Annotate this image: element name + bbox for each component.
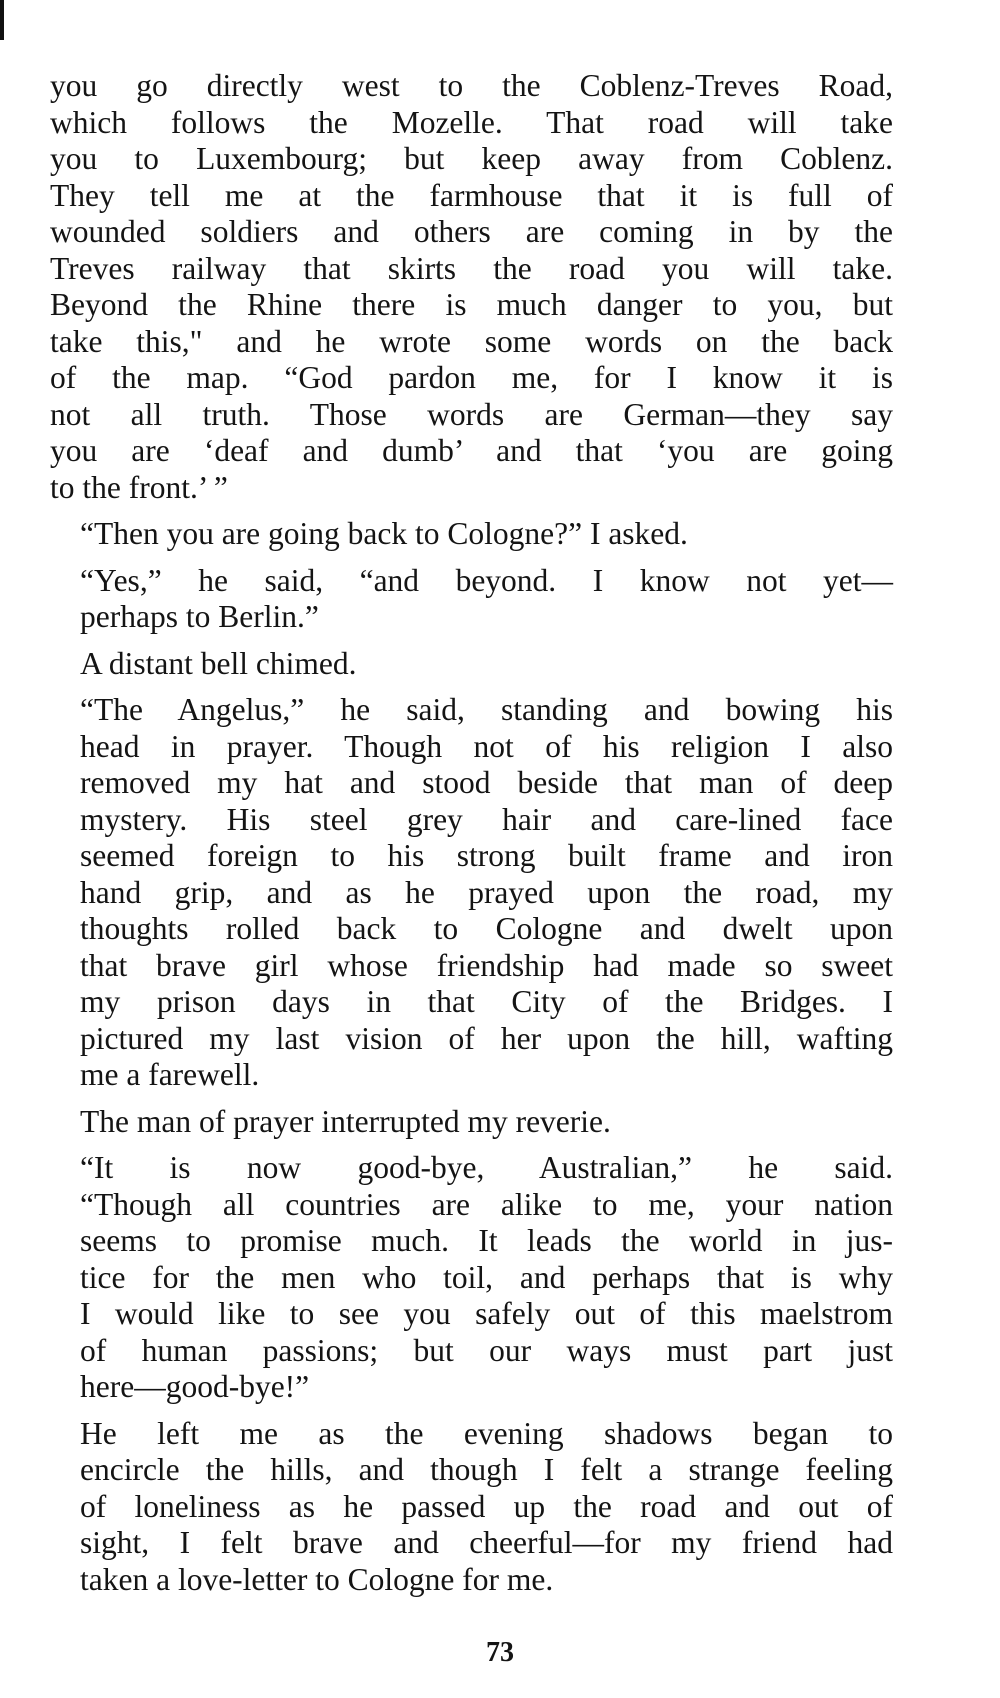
- text-line: wounded soldiers and others are coming in by the: [50, 214, 893, 249]
- text-line: encircle the hills, and though I felt a strange feeling: [80, 1452, 893, 1487]
- text-line: sight, I felt brave and cheerful—for my friend had: [80, 1525, 893, 1560]
- paragraph: [50, 1416, 893, 1599]
- paragraph: [50, 68, 893, 506]
- text-line: of the map. “God pardon me, for I know it is: [50, 360, 893, 395]
- paragraph: [50, 1104, 893, 1141]
- text-line: seemed foreign to his strong built frame and iron: [80, 838, 893, 873]
- text-line: He left me as the evening shadows began to: [80, 1415, 893, 1451]
- scan-edge-mark: [0, 0, 4, 40]
- text-line: perhaps to Berlin.”: [80, 599, 319, 634]
- text-line: “It is now good-bye, Australian,” he said.: [80, 1150, 893, 1185]
- text-line: to the front.’ ”: [50, 469, 228, 505]
- text-line: my prison days in that City of the Bridges. I: [80, 984, 893, 1019]
- paragraph: [50, 646, 893, 683]
- text-line: Treves railway that skirts the road you will take.: [50, 250, 893, 286]
- text-line: seems to promise much. It leads the world in jus-: [80, 1223, 893, 1258]
- text-line: “Then you are going back to Cologne?” I asked.: [80, 516, 688, 551]
- text-line: I would like to see you safely out of this maelstrom: [80, 1296, 893, 1331]
- text-line: The man of prayer interrupted my reverie.: [80, 1103, 611, 1139]
- text-line: hand grip, and as he prayed upon the road, my: [80, 874, 893, 910]
- text-line: you go directly west to the Coblenz-Treves Road,: [50, 68, 893, 103]
- text-line: A distant bell chimed.: [80, 645, 357, 681]
- text-line: mystery. His steel grey hair and care-lined face: [80, 801, 893, 837]
- text-line: you are ‘deaf and dumb’ and that ‘you are going: [50, 433, 893, 468]
- paragraph: [50, 563, 893, 636]
- text-line: thoughts rolled back to Cologne and dwelt upon: [80, 911, 893, 946]
- text-line: Beyond the Rhine there is much danger to you, but: [50, 287, 893, 322]
- paragraph: [50, 1150, 893, 1406]
- text-line: of loneliness as he passed up the road and out of: [80, 1488, 893, 1524]
- paragraph: [50, 516, 893, 553]
- text-line: “The Angelus,” he said, standing and bowing his: [80, 692, 893, 727]
- text-line: me a farewell.: [80, 1057, 260, 1092]
- text-line: take this," and he wrote some words on the back: [50, 323, 893, 359]
- text-line: tice for the men who toil, and perhaps that is why: [80, 1259, 893, 1295]
- page-number: 73: [486, 1637, 514, 1668]
- text-line: you to Luxembourg; but keep away from Coblenz.: [50, 141, 893, 176]
- text-line: “Yes,” he said, “and beyond. I know not yet—: [80, 562, 893, 598]
- text-line: “Though all countries are alike to me, your nation: [80, 1186, 893, 1222]
- text-line: head in prayer. Though not of his religion I also: [80, 728, 893, 764]
- text-line: not all truth. Those words are German—they say: [50, 396, 893, 432]
- text-line: They tell me at the farmhouse that it is full of: [50, 177, 893, 213]
- text-line: of human passions; but our ways must part just: [80, 1332, 893, 1368]
- text-line: that brave girl whose friendship had made so sweet: [80, 947, 893, 983]
- paragraph: [50, 692, 893, 1094]
- text-line: taken a love-letter to Cologne for me.: [80, 1561, 554, 1597]
- body-text: [50, 68, 893, 1608]
- text-line: which follows the Mozelle. That road will take: [50, 104, 893, 140]
- text-line: here—good-bye!”: [80, 1369, 310, 1404]
- text-line: pictured my last vision of her upon the hill, wafting: [80, 1020, 893, 1056]
- text-line: removed my hat and stood beside that man of deep: [80, 765, 893, 800]
